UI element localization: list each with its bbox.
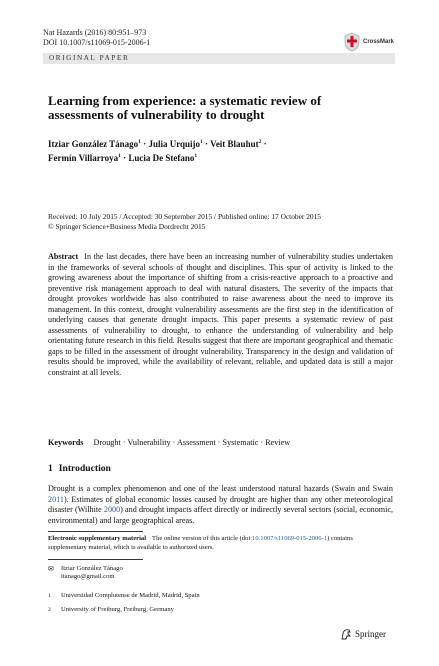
springer-horse-icon bbox=[340, 628, 352, 640]
publisher-logo bbox=[340, 628, 386, 640]
intro-paragraph: Drought is a complex phenomenon and one of the least understood natural hazards (Swain and Swain 2011). Estimates of global economic losses caused by drought are higher than any other meteorological disaster (Wilhite 2000) and drought impacts affect directly or indirectly several sectors (social, economic, environmental) and large geographical areas. bbox=[48, 484, 393, 525]
author[interactable]: Lucia De Stefano$^1$ bbox=[128, 153, 198, 163]
journal-citation: Nat Hazards (2016) 80:951–973 bbox=[43, 28, 147, 37]
footnote-divider bbox=[48, 531, 143, 532]
abstract-block bbox=[48, 252, 393, 378]
section-title: Introduction bbox=[58, 463, 111, 474]
author-list: Itziar González Tánago$^1$ · Julia Urquijo$^1$ · Veit Blauhut$^2$ · Fermín Villarroya$^1$ · Lucia De Stefano$^1$ bbox=[48, 139, 267, 163]
esm-note: Electronic supplementary material The online version of this article (doi:10.1007/s11069-015-2006-1) contains supplementary material, which is available to authorized users. bbox=[48, 535, 353, 551]
corresponding-email[interactable]: itanago@gmail.com bbox=[61, 573, 115, 581]
publisher-name: Springer bbox=[355, 629, 386, 639]
crossmark-icon bbox=[343, 32, 361, 52]
affiliation: 1 Universidad Complutense de Madrid, Madrid, Spain bbox=[48, 592, 200, 599]
keywords-label: Keywords bbox=[48, 438, 84, 447]
crossmark-label: CrossMark bbox=[363, 39, 395, 45]
crossmark-badge[interactable] bbox=[343, 31, 395, 53]
article-type: ORIGINAL PAPER bbox=[49, 54, 130, 62]
copyright-line: © Springer Science+Business Media Dordrecht 2015 bbox=[48, 221, 206, 231]
article-type-bar bbox=[43, 53, 395, 64]
esm-doi-link[interactable]: 10.1007/s11069-015-2006-1 bbox=[252, 535, 328, 542]
article-title: Learning from experience: a systematic review of assessments of vulnerability to drought bbox=[48, 93, 322, 122]
abstract-text: In the last decades, there have been an increasing number of vulnerability studies undertaken in the frameworks of several schools of thought and disciplines. This spur of activity is linked to the growing awareness about the importance of shifting from a crisis-reactive approach to a proactive and preventive risk management approach to deal with natural disasters. The severity of the impacts that drought provokes worldwide has also contributed to raise awareness about the need to improve its management. In this context, drought vulnerability assessments are the first step in the identification of underlying causes that generate drought impacts. This paper presents a systematic review of past assessments of vulnerability to drought, to enhance the understanding of vulnerability and help orientating future research in this field. Results suggest that there are important geographical and thematic gaps to be filled in the assessment of drought vulnerability. Transparency in the design and validation of results should be improved, while the availability of relevant, reliable, and updated data is still a major constraint at all levels. bbox=[48, 252, 393, 377]
mail-icon: ✉ bbox=[48, 565, 54, 573]
affiliation: 2 University of Freiburg, Freiburg, Germany bbox=[48, 606, 174, 613]
keywords-text: Drought · Vulnerability · Assessment · Systematic · Review bbox=[93, 438, 291, 447]
publication-dates bbox=[48, 212, 393, 231]
esm-label: Electronic supplementary material bbox=[48, 535, 147, 542]
keywords-block bbox=[48, 438, 393, 448]
citation-link[interactable]: 2011 bbox=[48, 494, 64, 504]
abstract-label: Abstract bbox=[48, 252, 79, 261]
author[interactable]: Itziar González Tánago$^1$ bbox=[48, 139, 141, 149]
author[interactable]: Veit Blauhut$^2$ bbox=[210, 139, 262, 149]
section-heading bbox=[48, 463, 111, 474]
section-number: 1 bbox=[48, 463, 53, 474]
footnote-divider bbox=[48, 559, 143, 560]
citation-link[interactable]: 2000 bbox=[103, 505, 121, 515]
history-dates: Received: 10 July 2015 / Accepted: 30 September 2015 / Published online: 17 October 2015 bbox=[48, 212, 321, 221]
correspondence bbox=[48, 565, 123, 582]
journal-doi: DOI 10.1007/s11069-015-2006-1 bbox=[43, 38, 151, 47]
author[interactable]: Julia Urquijo$^1$ bbox=[148, 139, 203, 149]
journal-header bbox=[43, 28, 150, 48]
author[interactable]: Fermín Villarroya$^1$ bbox=[48, 153, 121, 163]
corresponding-author: Itziar González Tánago bbox=[61, 565, 123, 572]
